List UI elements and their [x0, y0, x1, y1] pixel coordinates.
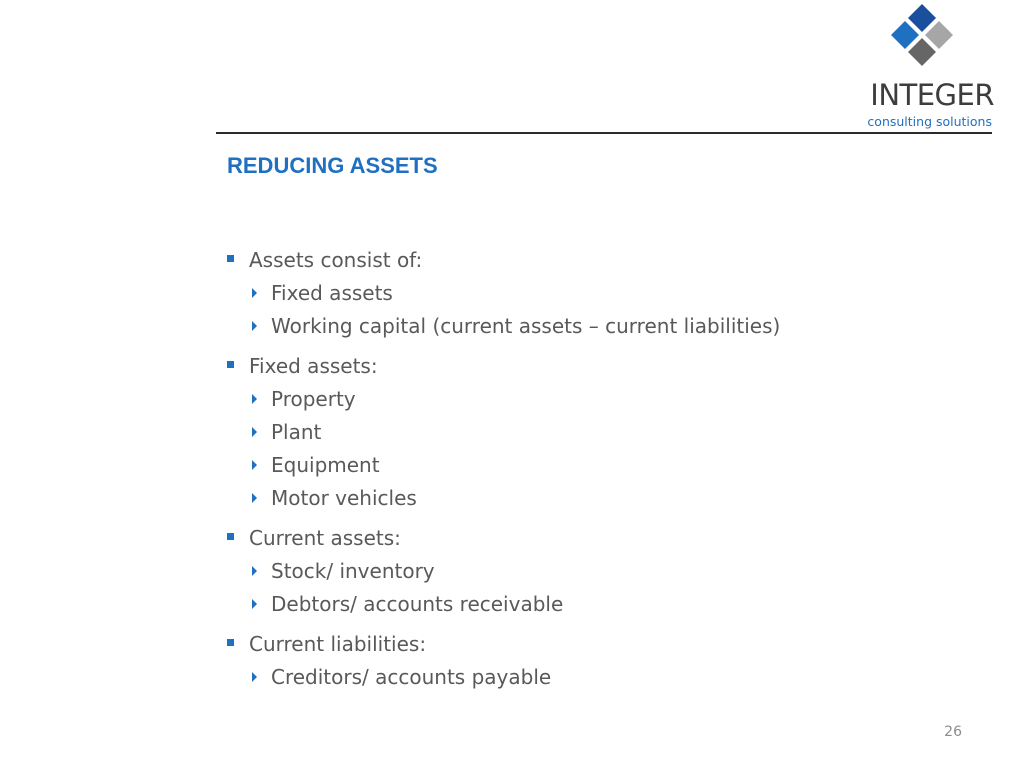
company-logo: [850, 2, 995, 132]
square-bullet-icon: [227, 361, 234, 368]
sub-bullet-item: [227, 384, 987, 417]
arrow-bullet-icon: [252, 427, 257, 437]
sub-bullet-item: [227, 483, 987, 516]
logo-diamond-icon: [888, 2, 956, 70]
sub-bullet-text: Working capital (current assets – current liabilities): [271, 314, 781, 338]
bullet-item: [227, 523, 987, 556]
sub-bullet-text: Motor vehicles: [271, 486, 417, 510]
bullet-item: [227, 629, 987, 662]
logo-diamond-top: [908, 4, 936, 32]
sub-bullet-item: [227, 589, 987, 622]
sub-bullet-text: Fixed assets: [271, 281, 393, 305]
logo-name: INTEGER: [870, 78, 994, 112]
arrow-bullet-icon: [252, 321, 257, 331]
arrow-bullet-icon: [252, 394, 257, 404]
bullet-text: Assets consist of:: [249, 248, 423, 272]
bullet-item: [227, 245, 987, 278]
slide-title: REDUCING ASSETS: [227, 153, 438, 178]
sub-bullet-text: Plant: [271, 420, 322, 444]
logo-diamond-left: [891, 21, 919, 49]
sub-bullet-text: Debtors/ accounts receivable: [271, 592, 564, 616]
logo-diamond-bottom: [908, 38, 936, 66]
bullet-text: Current liabilities:: [249, 632, 427, 656]
sub-bullet-item: [227, 278, 987, 311]
logo-diamond-right: [925, 21, 953, 49]
bullet-text: Current assets:: [249, 526, 401, 550]
sub-bullet-text: Stock/ inventory: [271, 559, 435, 583]
arrow-bullet-icon: [252, 460, 257, 470]
square-bullet-icon: [227, 639, 234, 646]
arrow-bullet-icon: [252, 493, 257, 503]
sub-bullet-item: [227, 450, 987, 483]
arrow-bullet-icon: [252, 288, 257, 298]
bullet-group: [227, 351, 987, 516]
page-number: 26: [944, 724, 962, 740]
bullet-group: [227, 523, 987, 622]
bullet-group: [227, 629, 987, 695]
logo-tagline: consulting solutions: [867, 114, 992, 129]
sub-bullet-text: Property: [271, 387, 356, 411]
sub-bullet-item: [227, 556, 987, 589]
sub-bullet-item: [227, 311, 987, 344]
bullet-item: [227, 351, 987, 384]
square-bullet-icon: [227, 533, 234, 540]
header-divider: [216, 132, 992, 134]
arrow-bullet-icon: [252, 566, 257, 576]
arrow-bullet-icon: [252, 672, 257, 682]
sub-bullet-item: [227, 662, 987, 695]
bullet-text: Fixed assets:: [249, 354, 378, 378]
sub-bullet-text: Equipment: [271, 453, 380, 477]
sub-bullet-text: Creditors/ accounts payable: [271, 665, 552, 689]
square-bullet-icon: [227, 255, 234, 262]
bullet-group: [227, 245, 987, 344]
sub-bullet-item: [227, 417, 987, 450]
arrow-bullet-icon: [252, 599, 257, 609]
bullet-list: [227, 245, 987, 702]
